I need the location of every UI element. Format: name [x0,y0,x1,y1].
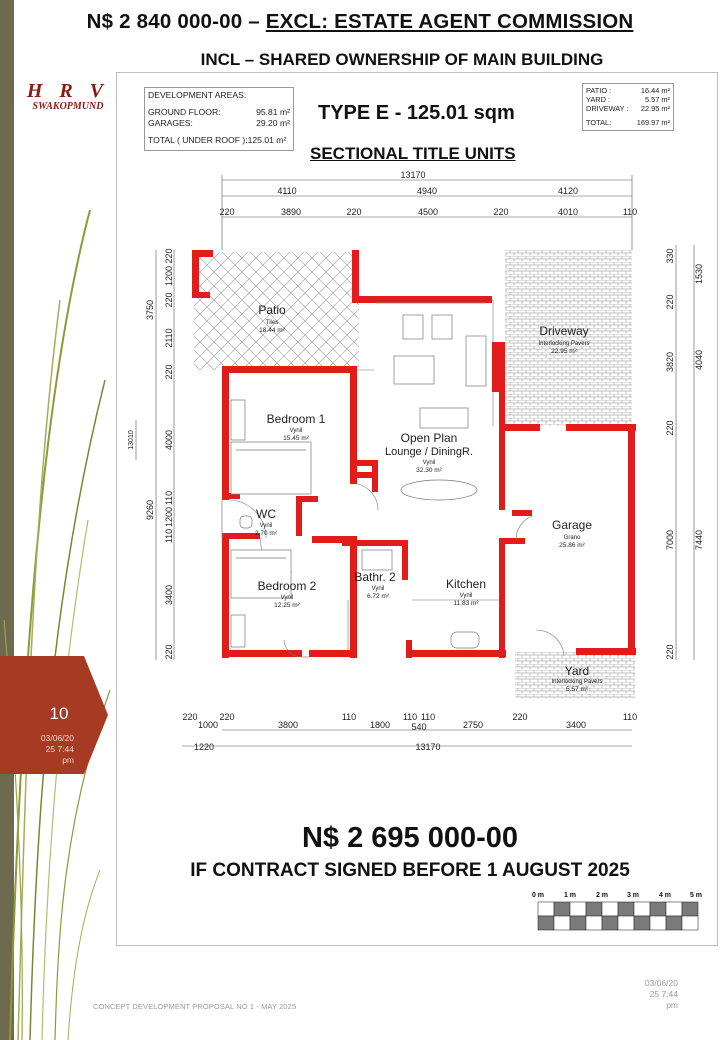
svg-text:WC: WC [256,507,276,521]
svg-text:Vynil: Vynil [459,593,473,599]
dim-right-inner: 220 [665,420,675,436]
outdoor-areas-box: PATIO : 16.44 m² YARD : 5.57 m² DRIVEWAY : 22.95 m² TOTAL: 169.97 m² [582,83,674,131]
dim-bottom-detail: 2750 [462,720,484,730]
svg-text:Garage: Garage [551,518,593,532]
dim-left-outer: 9260 [145,499,155,521]
dim-left-inner: 2110 [164,328,174,348]
dim-left-inner: 4000 [164,429,174,451]
svg-text:Driveway: Driveway [539,324,589,338]
grass-decoration [0,0,120,1040]
room-lounge-dining [385,431,473,474]
svg-text:Interlocking Pavers: Interlocking Pavers [551,679,603,685]
svg-text:Vynil: Vynil [259,523,273,529]
room-bathroom-2 [354,570,396,600]
svg-text:Vynil: Vynil [280,595,294,601]
svg-text:Bedroom 1: Bedroom 1 [266,412,326,426]
sectional-title-heading: SECTIONAL TITLE UNITS [310,144,516,163]
slide-date: 03/06/20 25 7:44 pm [40,733,74,765]
dim-left-overall: 13010 [128,430,135,450]
svg-text:15.45 m²: 15.45 m² [283,435,309,442]
dim-right-outer: 4040 [694,349,704,371]
svg-text:11.83 m²: 11.83 m² [453,600,479,607]
dim-bottom-detail: 1800 [369,720,391,730]
scale-label: 4 m [658,892,672,899]
unit-type-title: TYPE E - 125.01 sqm [318,102,515,124]
dim-right-inner: 7000 [665,529,675,551]
dim-top-detail: 220 [219,207,235,217]
scale-label: 5 m [689,892,703,899]
scale-label: 2 m [595,892,609,899]
dim-bottom-detail: 220 [182,712,198,722]
floor-plan [116,160,716,780]
dim-top-detail: 4500 [417,207,439,217]
svg-text:6.72 m²: 6.72 m² [366,593,390,600]
dim-bottom-detail: 3800 [277,720,299,730]
dim-left-outer: 3750 [145,299,155,321]
svg-text:Kitchen: Kitchen [445,577,487,591]
room-garage [552,518,592,549]
svg-text:12.25 m²: 12.25 m² [274,602,300,609]
svg-text:25.86 m²: 25.86 m² [559,542,585,549]
svg-text:2.70 m²: 2.70 m² [254,530,278,537]
svg-text:Vynil: Vynil [289,428,303,434]
room-bedroom-1 [267,412,326,442]
dim-right-inner: 330 [665,248,675,264]
svg-text:Vynil: Vynil [422,460,436,466]
dim-right-inner: 220 [665,294,675,310]
dim-left-inner: 1200 [164,506,174,528]
svg-text:5.57 m²: 5.57 m² [565,686,589,693]
dim-bottom-detail: 110 [420,712,436,722]
svg-text:Lounge / DiningR.: Lounge / DiningR. [384,446,474,458]
dim-bottom-detail: 540 [411,722,427,732]
offer-condition: IF CONTRACT SIGNED BEFORE 1 AUGUST 2025 [190,860,630,881]
dim-left-inner: 220 [164,248,174,264]
dim-right-outer: 7440 [694,529,704,551]
svg-text:Vynil: Vynil [371,586,385,592]
dim-left-inner: 110 [164,528,174,544]
scale-label: 1 m [563,892,577,899]
dim-bottom-sub: 1220 [193,742,215,752]
svg-text:Grano: Grano [563,535,581,541]
room-wc [255,507,278,537]
dim-left-inner: 220 [164,364,174,380]
offer-price: N$ 2 695 000-00 [301,822,519,854]
price-excl-commission: N$ 2 840 000-00 – EXCL: ESTATE AGENT COMMISSION [86,10,634,33]
scale-label: 3 m [626,892,640,899]
dim-left-inner: 1200 [164,265,174,287]
dim-bottom-detail: 110 [402,712,418,722]
dim-bottom-detail: 220 [219,712,235,722]
scale-label: 0 m [531,892,545,899]
footer-text: CONCEPT DEVELOPMENT PROPOSAL NO 1 - MAY 2025 [93,1002,297,1011]
dim-top-detail: 3890 [280,207,302,217]
svg-text:22.95 m²: 22.95 m² [551,348,577,355]
dim-top-detail: 110 [622,207,638,217]
dim-bottom-detail: 1000 [197,720,219,730]
dim-left-inner: 220 [164,644,174,660]
svg-text:Patio: Patio [258,303,286,317]
dim-bottom-detail: 110 [341,712,357,722]
svg-text:Tiles: Tiles [265,320,279,326]
dim-bottom-detail: 3400 [565,720,587,730]
dim-right-inner: 220 [665,644,675,660]
driveway-pavers [505,250,632,426]
svg-text:Open Plan: Open Plan [400,431,458,445]
dim-right-inner: 3820 [665,351,675,373]
svg-text:Bedroom 2: Bedroom 2 [257,579,317,593]
dim-bottom-detail: 220 [512,712,528,722]
dim-right-outer: 1530 [694,263,704,285]
dim-top-mid-1: 4110 [277,186,297,196]
svg-text:32.30 m²: 32.30 m² [416,467,442,474]
svg-text:Bathr. 2: Bathr. 2 [354,570,396,584]
dim-top-detail: 220 [493,207,509,217]
svg-text:18.44 m²: 18.44 m² [259,327,285,334]
dim-left-inner: 220 [164,292,174,308]
dim-top-detail: 220 [346,207,362,217]
svg-text:Interlocking Pavers: Interlocking Pavers [538,341,590,347]
hrv-logo: H R V SWAKOPMUND [26,80,110,112]
dim-top-mid-3: 4120 [557,186,579,196]
dim-bottom-detail: 110 [622,712,638,722]
dim-top-detail: 4010 [557,207,579,217]
room-kitchen [446,577,486,607]
svg-text:Yard: Yard [564,664,590,678]
dim-top-mid-2: 4940 [416,186,438,196]
dim-top-total: 13170 [400,170,426,180]
slide-number: 10 [49,704,69,723]
scale-bar [530,888,710,938]
dim-left-inner: 110 [164,490,174,506]
dim-left-inner: 3400 [164,584,174,606]
footer-date: 03/06/20 25 7:44 pm [644,978,678,1010]
development-areas-box: DEVELOPMENT AREAS: GROUND FLOOR: 95.81 m² GARAGES: 29.20 m² TOTAL ( UNDER ROOF ):125.01 m² [144,87,294,151]
shared-ownership-note: INCL – SHARED OWNERSHIP OF MAIN BUILDING [200,50,604,69]
dim-bottom-total: 13170 [415,742,441,752]
